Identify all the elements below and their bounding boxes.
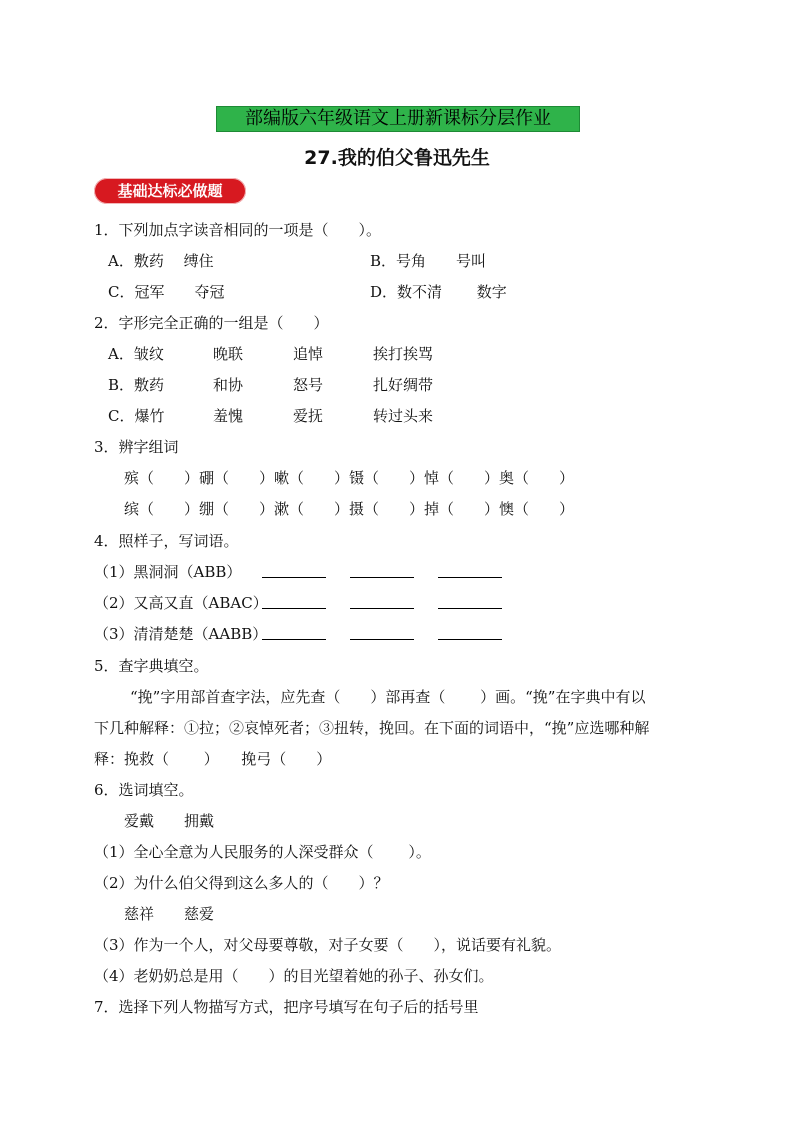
q7-stem: 7．选择下列人物描写方式，把序号填写在句子后的括号里 [94,998,479,1016]
answer-blank[interactable] [350,563,414,578]
q2-option-c-1: C．爆竹 [108,407,165,425]
q5-line-3: 释：挽救（ ） 挽弓（ ） [94,750,332,768]
q2-option-c-4: 转过头来 [373,407,434,425]
q6-sentence-2: （2）为什么伯父得到这么多人的（ ）？ [94,874,389,892]
q5-line-1: “挽”字用部首查字法，应先查（ ）部再查（ ）画。“挽”在字典中有以 [130,688,646,706]
q6-stem: 6．选词填空。 [94,781,194,799]
answer-blank[interactable] [438,625,502,640]
answer-blank[interactable] [438,594,502,609]
answer-blank[interactable] [350,625,414,640]
q3-row-2: 缤（ ）绷（ ）漱（ ）摄（ ）掉（ ）懊（ ） [124,500,575,518]
answer-blank[interactable] [262,563,326,578]
q5-line-2: 下几种解释：①拉；②哀悼死者；③扭转，挽回。在下面的词语中，“挽”应选哪种解 [94,719,650,737]
section-badge: 基础达标必做题 [94,178,246,204]
q2-option-b-1: B．敷药 [108,376,165,394]
q4-blank-row-2[interactable] [262,594,502,613]
q2-option-a-1: A．皱纹 [108,345,164,363]
q4-item-2: （2）又高又直（ABAC） [94,594,268,612]
q2-stem: 2．字形完全正确的一组是（ ） [94,314,329,332]
q4-item-1: （1）黑洞洞（ABB） [94,563,242,581]
answer-blank[interactable] [438,563,502,578]
q3-stem: 3．辨字组词 [94,438,179,456]
q1-option-d: D．数不清 数字 [370,283,507,301]
answer-blank[interactable] [350,594,414,609]
q2-option-b-2: 和协 [213,376,244,394]
q2-option-a-3: 追悼 [293,345,324,363]
q3-row-1: 殡（ ）硼（ ）嗽（ ）镊（ ）悼（ ）奥（ ） [124,469,575,487]
q2-option-a-4: 挨打挨骂 [373,345,434,363]
q2-option-b-4: 扎好绸带 [373,376,434,394]
lesson-title: 27.我的伯父鲁迅先生 [304,147,490,169]
q2-option-c-3: 爱抚 [293,407,324,425]
q4-blank-row-3[interactable] [262,625,502,644]
answer-blank[interactable] [262,594,326,609]
q1-option-a: A．敷药 缚住 [108,252,214,270]
q2-option-a-2: 晚联 [213,345,244,363]
q1-option-b: B．号角 号叫 [370,252,487,270]
q1-option-c: C．冠军 夺冠 [108,283,225,301]
q4-stem: 4．照样子，写词语。 [94,532,239,550]
q4-blank-row-1[interactable] [262,563,502,582]
q1-stem: 1．下列加点字读音相同的一项是（ ）。 [94,221,382,239]
q6-sentence-4: （4）老奶奶总是用（ ）的目光望着她的孙子、孙女们。 [94,967,494,985]
q6-sentence-3: （3）作为一个人，对父母要尊敬，对子女要（ ），说话要有礼貌。 [94,936,562,954]
q6-word-choices-2: 慈祥 慈爱 [124,905,215,923]
q2-option-c-2: 羞愧 [213,407,244,425]
q5-stem: 5．查字典填空。 [94,657,209,675]
q2-option-b-3: 怒号 [293,376,324,394]
q6-sentence-1: （1）全心全意为人民服务的人深受群众（ ）。 [94,843,431,861]
answer-blank[interactable] [262,625,326,640]
q4-item-3: （3）清清楚楚（AABB） [94,625,268,643]
q6-word-choices-1: 爱戴 拥戴 [124,812,215,830]
series-banner: 部编版六年级语文上册新课标分层作业 [216,106,580,132]
